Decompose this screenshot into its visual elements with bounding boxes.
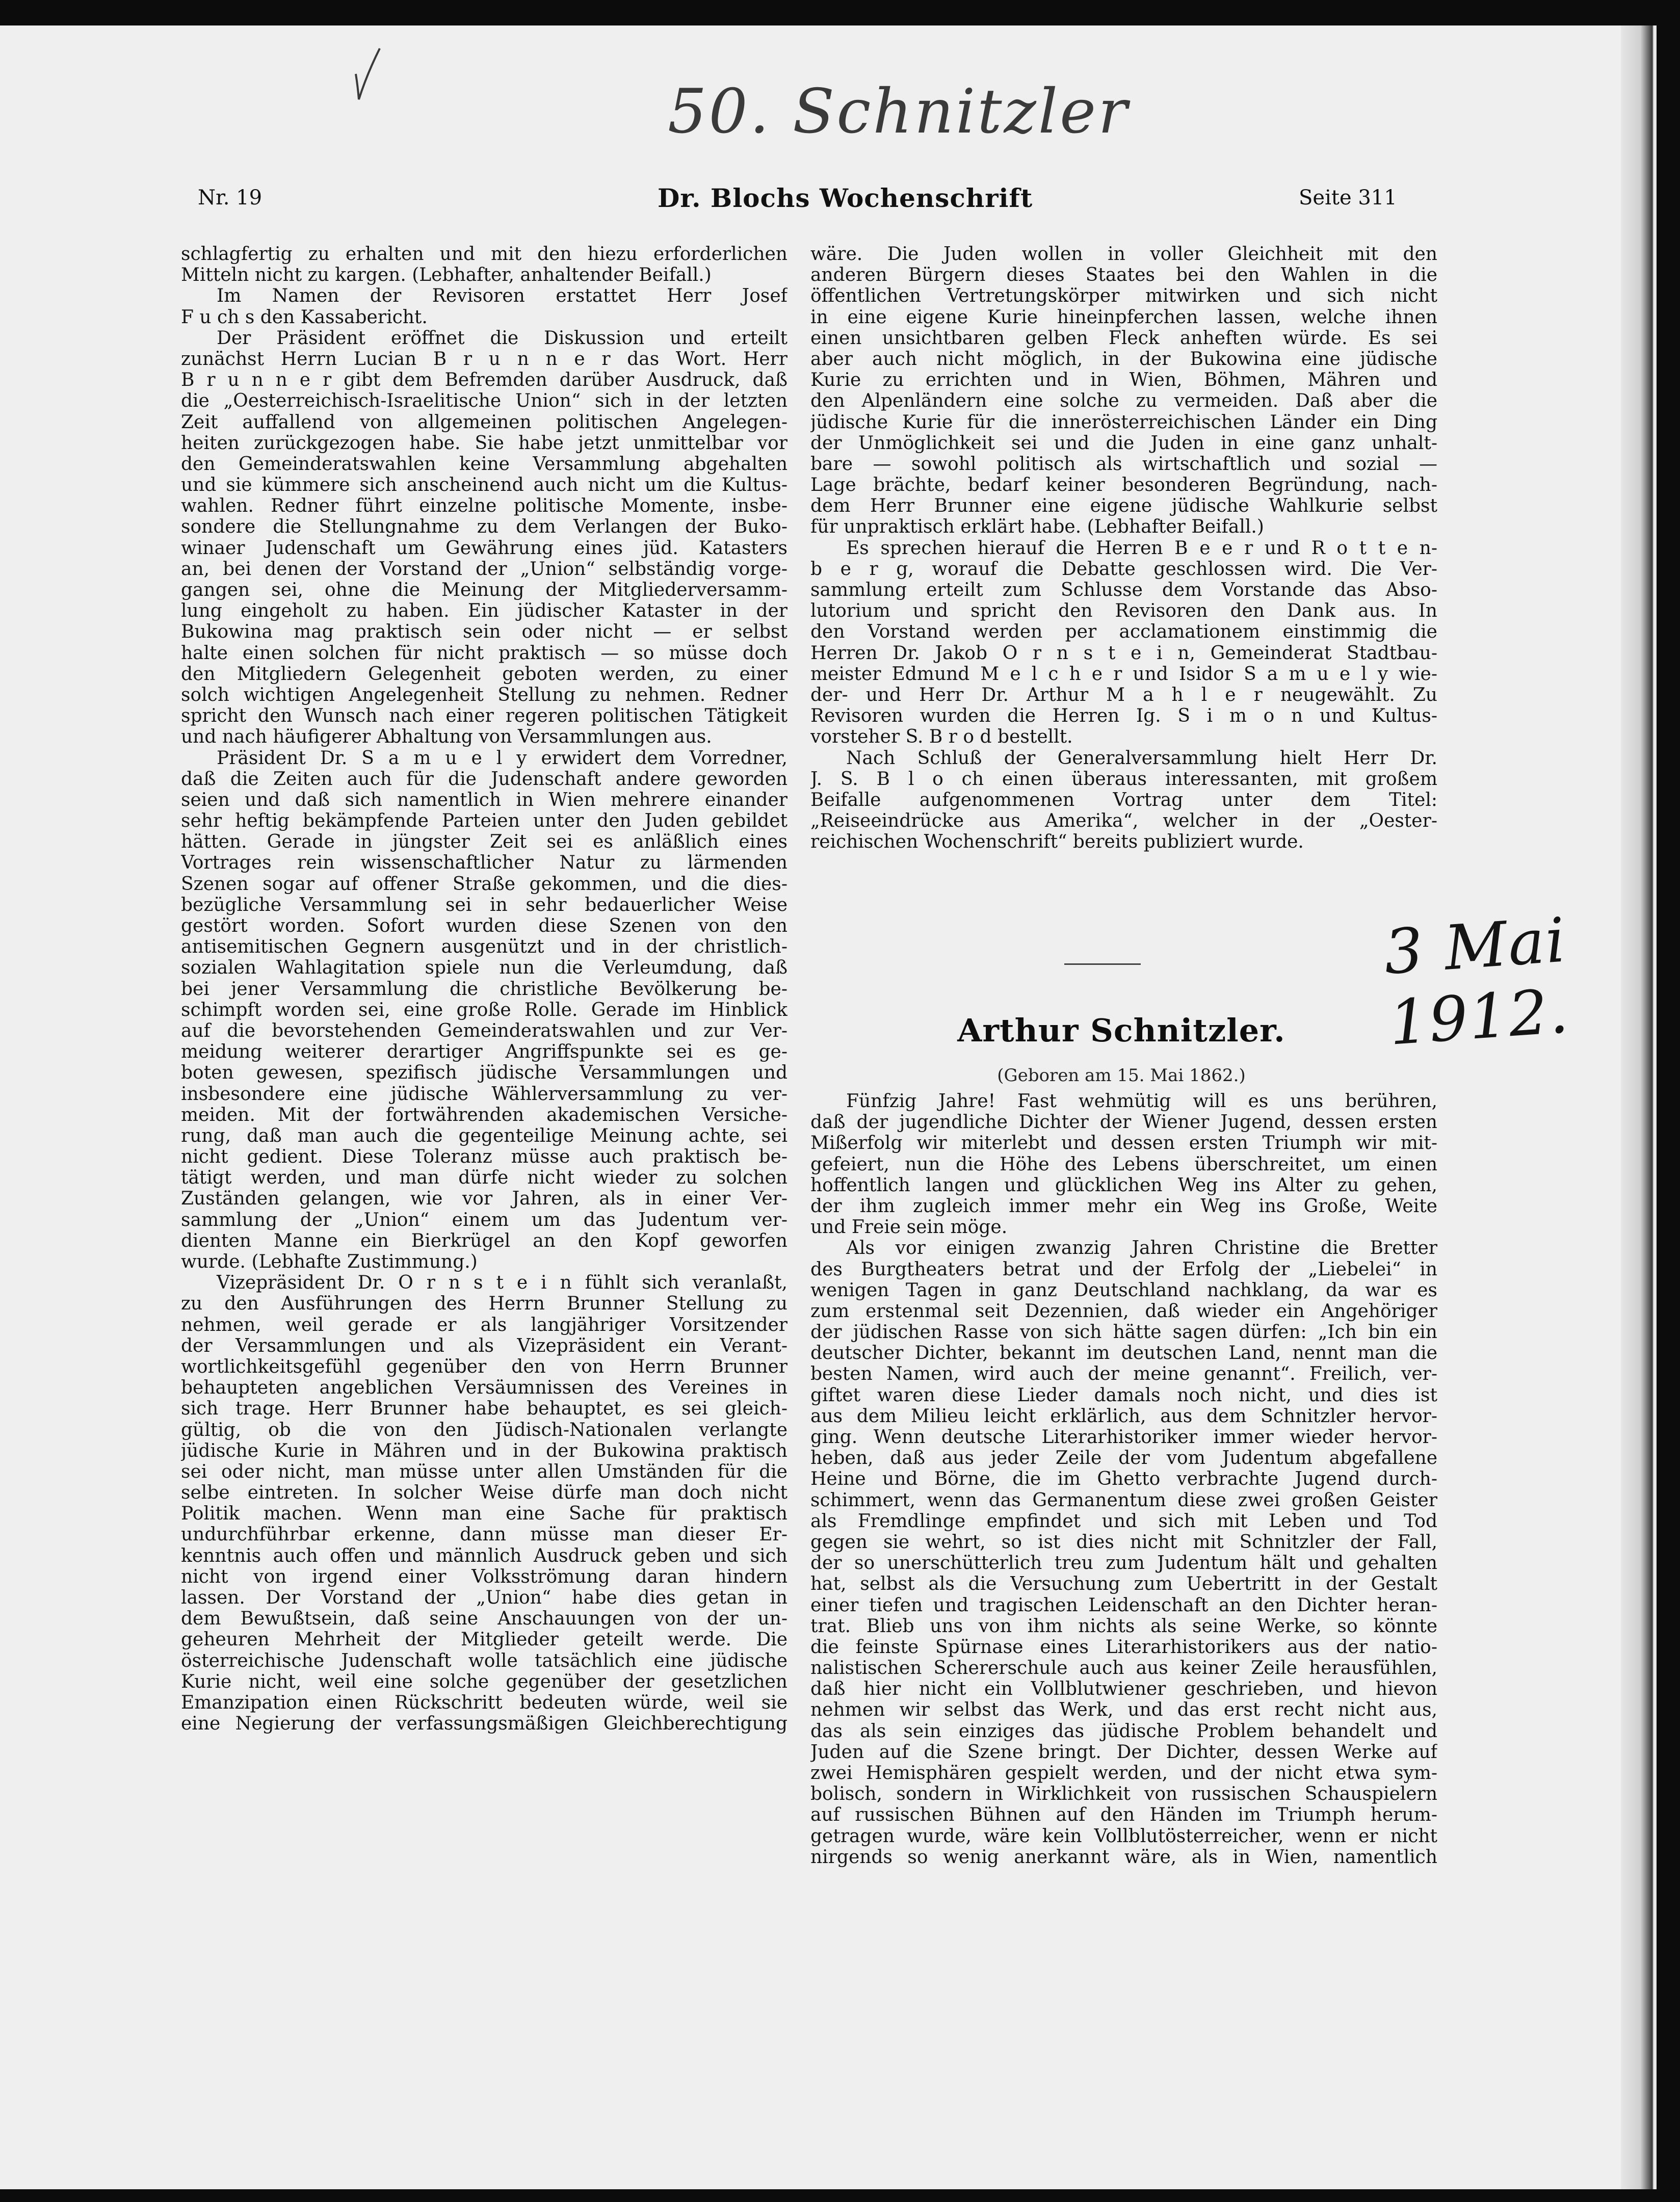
text-line: antisemitischen Gegnern ausgenützt und in der christlich- (181, 936, 788, 958)
text-line: getragen wurde, wäre kein Vollblutösterreicher, wenn er nicht (810, 1825, 1437, 1847)
text-line: meiden. Mit der fortwährenden akademischen Versiche- (181, 1104, 788, 1125)
text-line: halte einen solchen für nicht praktisch — so müsse doch (181, 642, 788, 664)
text-line: F u ch s den Kassabericht. (181, 306, 428, 328)
handwritten-note-top: 50. Schnitzler (668, 76, 1130, 147)
text-line: für unpraktisch erklärt habe. (Lebhafter Beifall.) (810, 516, 1264, 538)
text-line: bezügliche Versammlung sei in sehr bedauerlicher Weise (181, 894, 788, 915)
text-line: Szenen sogar auf offener Straße gekommen, und die dies- (181, 873, 788, 895)
issue-number: Nr. 19 (198, 186, 262, 209)
text-line: Politik machen. Wenn man eine Sache für praktisch (181, 1503, 788, 1525)
paper-fold-edge (1621, 25, 1657, 2199)
text-line: und Freie sein möge. (810, 1217, 1008, 1238)
text-line: schimmert, wenn das Germanentum diese zwei großen Geister (810, 1489, 1437, 1511)
text-line: Der Präsident eröffnet die Diskussion und erteilt (217, 327, 788, 349)
text-line: anderen Bürgern dieses Staates bei den Wahlen in die (810, 265, 1437, 286)
text-line: Beifalle aufgenommenen Vortrag unter dem Titel: (810, 789, 1437, 810)
text-line: den Vorstand werden per acclamationem einstimmig die (810, 621, 1437, 643)
text-line: daß der jugendliche Dichter der Wiener Jugend, dessen ersten (810, 1112, 1437, 1133)
text-line: Revisoren wurden die Herren Ig. S i m o n und Kultus- (810, 705, 1437, 727)
text-line: kenntnis auch offen und männlich Ausdruck geben und sich (181, 1545, 788, 1566)
text-line: nehmen wir selbst das Werk, und das erst recht nicht aus, (810, 1699, 1437, 1721)
text-line: schimpft worden sei, eine große Rolle. Gerade im Hinblick (181, 999, 788, 1020)
text-line: winaer Judenschaft um Gewährung eines jüd. Katasters (181, 537, 788, 559)
text-line: Emanzipation einen Rückschritt bedeuten würde, weil sie (181, 1692, 788, 1713)
text-line: den Gemeinderatswahlen keine Versammlung abgehalten (181, 453, 788, 475)
text-line: jüdische Kurie für die innerösterreichischen Länder ein Ding (810, 411, 1437, 433)
text-line: sei oder nicht, man müsse unter allen Umständen für die (181, 1461, 788, 1482)
text-line: wortlichkeitsgefühl gegenüber den von Herrn Brunner (181, 1356, 788, 1377)
article-body (810, 1091, 1437, 1868)
page-header (0, 183, 1657, 217)
text-line: Nach Schluß der Generalversammlung hielt Herr Dr. (846, 747, 1437, 769)
page-number: Seite 311 (1299, 186, 1397, 209)
text-line: meister Edmund M e l c h e r und Isidor S a m u e l y wie- (810, 663, 1437, 685)
publication-title: Dr. Blochs Wochenschrift (658, 183, 1033, 213)
text-line: boten gewesen, spezifisch jüdische Versammlungen und (181, 1062, 788, 1084)
text-line: Lage brächte, bedarf keiner besonderen Begründung, nach- (810, 475, 1437, 496)
text-line: B r u n n e r gibt dem Befremden darüber Ausdruck, daß (181, 370, 788, 391)
text-line: „Reiseeindrücke aus Amerika“, welcher in der „Oester- (810, 810, 1437, 832)
text-line: jüdische Kurie in Mähren und in der Bukowina praktisch (181, 1440, 788, 1461)
text-line: eine Negierung der verfassungsmäßigen Gleichberechtigung (181, 1713, 788, 1735)
text-line: besten Namen, wird auch der meine genannt“. Freilich, ver- (810, 1364, 1437, 1385)
text-line: den Alpenländern eine solche zu vermeiden. Daß aber die (810, 390, 1437, 412)
text-line: der Unmöglichkeit sei und die Juden in eine ganz unhalt- (810, 432, 1437, 454)
text-line: Juden auf die Szene bringt. Der Dichter, dessen Werke auf (810, 1741, 1437, 1763)
text-line: spricht den Wunsch nach einer regeren politischen Tätigkeit (181, 705, 788, 727)
text-line: öffentlichen Vertretungskörper mitwirken und sich nicht (810, 285, 1437, 307)
text-line: bolisch, sondern in Wirklichkeit von russischen Schauspielern (810, 1784, 1437, 1805)
text-line: dem Herr Brunner eine eigene jüdische Wahlkurie selbst (810, 495, 1437, 517)
text-line: zum erstenmal seit Dezennien, daß wieder ein Angehöriger (810, 1300, 1437, 1322)
text-line: nirgends so wenig anerkannt wäre, als in Wien, namentlich (810, 1846, 1437, 1868)
text-line: sehr heftig bekämpfende Parteien unter den Juden gebildet (181, 810, 788, 832)
left-column (181, 244, 788, 1734)
text-line: daß die Zeiten auch für die Judenschaft andere geworden (181, 768, 788, 790)
text-line: sozialen Wahlagitation spiele nun die Verleumdung, daß (181, 957, 788, 979)
text-line: giftet waren diese Lieder damals noch nicht, und dies ist (810, 1384, 1437, 1406)
text-line: lassen. Der Vorstand der „Union“ habe dies getan in (181, 1587, 788, 1608)
text-line: Vortrages rein wissenschaftlicher Natur zu lärmenden (181, 852, 788, 874)
text-line: Vizepräsident Dr. O r n s t e i n fühlt sich veranlaßt, (217, 1272, 788, 1294)
text-line: Es sprechen hierauf die Herren B e e r und R o t t e n- (846, 537, 1437, 559)
text-line: wurde. (Lebhafte Zustimmung.) (181, 1251, 478, 1272)
text-line: Zuständen gelangen, wie vor Jahren, als in einer Ver- (181, 1188, 788, 1210)
text-line: Mitteln nicht zu kargen. (Lebhafter, anhaltender Beifall.) (181, 265, 712, 286)
text-line: daß hier nicht ein Vollblutwiener geschrieben, und hievon (810, 1679, 1437, 1700)
text-line: des Burgtheaters betrat und der Erfolg der „Liebelei“ in (810, 1259, 1437, 1280)
text-line: deutscher Dichter, bekannt im deutschen Land, nennt man die (810, 1343, 1437, 1364)
text-line: insbesondere eine jüdische Wählerversammlung zu ver- (181, 1083, 788, 1105)
text-line: Heine und Börne, die im Ghetto verbrachte Jugend durch- (810, 1469, 1437, 1490)
text-line: sondere die Stellungnahme zu dem Verlangen der Buko- (181, 516, 788, 538)
text-line: nicht von irgend einer Volksströmung daran hindern (181, 1566, 788, 1587)
text-line: Zeit auffallend von allgemeinen politischen Angelegen- (181, 411, 788, 433)
text-line: bare — sowohl politisch als wirtschaftlich und sozial — (810, 453, 1437, 475)
text-line: heben, daß aus jeder Zeile der vom Judentum abgefallene (810, 1448, 1437, 1469)
text-line: hätten. Gerade in jüngster Zeit sei es anläßlich eines (181, 831, 788, 853)
text-line: wahlen. Redner führt einzelne politische Momente, insbe- (181, 495, 788, 517)
text-line: behaupteten angeblichen Versäumnissen des Vereines in (181, 1377, 788, 1399)
text-line: einer tiefen und tragischen Leidenschaft an den Dichter heran- (810, 1594, 1437, 1616)
text-line: Herren Dr. Jakob O r n s t e i n, Gemeinderat Stadtbau- (810, 642, 1437, 664)
text-line: heiten zurückgezogen habe. Sie habe jetzt unmittelbar vor (181, 432, 788, 454)
text-line: der so unerschütterlich treu zum Judentum hält und gehalten (810, 1553, 1437, 1574)
text-line: gangen sei, ohne die Meinung der Mitgliederversamm- (181, 580, 788, 600)
text-line: Mißerfolg wir miterlebt und dessen ersten Triumph wir mit- (810, 1133, 1437, 1154)
text-line: trat. Blieb uns von ihm nichts als seine Werke, so könnte (810, 1615, 1437, 1637)
text-line: Kurie nicht, weil eine solche gegenüber der gesetzlichen (181, 1671, 788, 1692)
text-line: Präsident Dr. S a m u e l y erwidert dem Vorredner, (217, 747, 788, 769)
text-line: und nach häufigerer Abhaltung von Versammlungen aus. (181, 726, 712, 748)
text-line: Fünfzig Jahre! Fast wehmütig will es uns berühren, (846, 1091, 1437, 1112)
text-line: gegen sie wehrt, so ist dies nicht mit Schnitzler der Fall, (810, 1531, 1437, 1553)
handwritten-check-mark (352, 46, 382, 102)
right-column (810, 244, 1437, 852)
text-line: an, bei denen der Vorstand der „Union“ selbständig vorge- (181, 558, 788, 580)
text-line: dem Bewußtsein, daß seine Anschauungen von der un- (181, 1608, 788, 1630)
text-line: der Versammlungen und als Vizepräsident ein Verant- (181, 1335, 788, 1356)
text-line: rung, daß man auch die gegenteilige Meinung achte, sei (181, 1125, 788, 1146)
text-line: aber auch nicht möglich, in der Bukowina eine jüdische (810, 348, 1437, 370)
text-line: tätigt werden, und man dürfe nicht wieder zu solchen (181, 1167, 788, 1189)
text-line: sammlung der „Union“ einem um das Judentum ver- (181, 1209, 788, 1230)
text-line: gefeiert, nun die Höhe des Lebens überschreitet, um einen (810, 1154, 1437, 1175)
text-line: ging. Wenn deutsche Literarhistoriker immer wieder hervor- (810, 1427, 1437, 1448)
article-subtitle: (Geboren am 15. Mai 1862.) (997, 1065, 1246, 1086)
text-line: sammlung erteilt zum Schlusse dem Vorstande das Abso- (810, 580, 1437, 600)
text-line: auf russischen Bühnen auf den Händen im Triumph herum- (810, 1804, 1437, 1826)
article-title: Arthur Schnitzler. (957, 1012, 1285, 1049)
text-line: Als vor einigen zwanzig Jahren Christine die Bretter (846, 1238, 1437, 1259)
text-line: geheuren Mehrheit der Mitglieder geteilt werde. Die (181, 1629, 788, 1650)
text-line: die „Oesterreichisch-Israelitische Union“ sich in der letzten (181, 390, 788, 412)
text-line: J. S. B l o ch einen überaus interessanten, mit großem (810, 768, 1437, 790)
section-divider (1064, 963, 1141, 965)
text-line: und sie kümmere sich anscheinend auch nicht um die Kultus- (181, 475, 788, 496)
text-line: wenigen Tagen in ganz Deutschland nachklang, da war es (810, 1279, 1437, 1301)
text-line: nehmen, weil gerade er als langjähriger Vorsitzender (181, 1314, 788, 1335)
text-line: aus dem Milieu leicht erklärlich, aus dem Schnitzler hervor- (810, 1405, 1437, 1427)
text-line: auf die bevorstehenden Gemeinderatswahlen und zur Ver- (181, 1020, 788, 1041)
text-line: Im Namen der Revisoren erstattet Herr Josef (217, 285, 788, 307)
text-line: gültig, ob die von den Jüdisch-Nationalen verlangte (181, 1419, 788, 1440)
text-line: seien und daß sich namentlich in Wien mehrere einander (181, 789, 788, 810)
text-line: zwei Hemisphären gespielt werden, und der nicht etwa sym- (810, 1763, 1437, 1784)
text-line: selbe eintreten. In solcher Weise dürfe man doch nicht (181, 1482, 788, 1504)
text-line: die feinste Spürnase eines Literarhistorikers aus der natio- (810, 1636, 1437, 1658)
text-line: meidung weiterer derartiger Angriffspunkte sei es ge- (181, 1041, 788, 1063)
text-line: hat, selbst als die Versuchung zum Uebertritt in der Gestalt (810, 1574, 1437, 1595)
text-line: sich trage. Herr Brunner habe behauptet, es sei gleich- (181, 1398, 788, 1420)
text-line: der- und Herr Dr. Arthur M a h l e r neugewählt. Zu (810, 684, 1437, 705)
text-line: undurchführbar erkenne, dann müsse man dieser Er- (181, 1524, 788, 1545)
text-line: als Fremdlinge empfindet und sich mit Leben und Tod (810, 1510, 1437, 1532)
handwritten-date-note: 3 Mai 1912. (1382, 905, 1572, 1059)
text-line: nalistischen Schererschule auch aus keiner Zeile herausfühlen, (810, 1658, 1437, 1679)
text-line: solch wichtigen Angelegenheit Stellung zu nehmen. Redner (181, 684, 788, 705)
text-line: lung eingeholt zu haben. Ein jüdischer Kataster in der (181, 600, 788, 622)
text-line: nicht gedient. Diese Toleranz müsse auch praktisch be- (181, 1146, 788, 1168)
text-line: der ihm zugleich immer mehr ein Weg ins Große, Weite (810, 1195, 1437, 1217)
check-mark-icon (352, 46, 382, 102)
text-line: wäre. Die Juden wollen in voller Gleichheit mit den (810, 244, 1437, 265)
text-line: in eine eigene Kurie hineinpferchen lassen, welche ihnen (810, 306, 1437, 328)
text-line: bei jener Versammlung die christliche Bevölkerung be- (181, 978, 788, 1000)
scan-border-bottom (0, 2189, 1680, 2202)
text-line: schlagfertig zu erhalten und mit den hiezu erforderlichen (181, 244, 788, 265)
text-line: Kurie zu errichten und in Wien, Böhmen, Mähren und (810, 370, 1437, 391)
text-line: lutorium und spricht den Revisoren den Dank aus. In (810, 600, 1437, 622)
text-line: den Mitgliedern Gelegenheit geboten werden, zu einer (181, 663, 788, 685)
text-line: gestört worden. Sofort wurden diese Szenen von den (181, 915, 788, 936)
text-line: zu den Ausführungen des Herrn Brunner Stellung zu (181, 1293, 788, 1315)
text-line: Bukowina mag praktisch sein oder nicht — er selbst (181, 621, 788, 643)
text-line: dienten Manne ein Bierkrügel an den Kopf geworfen (181, 1230, 788, 1251)
text-line: der jüdischen Rasse von sich hätte sagen dürfen: „Ich bin ein (810, 1322, 1437, 1343)
text-line: das als sein einziges das jüdische Problem behandelt und (810, 1720, 1437, 1742)
text-line: b e r g, worauf die Debatte geschlossen wird. Die Ver- (810, 558, 1437, 580)
text-line: zunächst Herrn Lucian B r u n n e r das Wort. Herr (181, 348, 788, 370)
text-line: reichischen Wochenschrift“ bereits publiziert wurde. (810, 831, 1304, 853)
text-line: vorsteher S. B r o d bestellt. (810, 726, 1073, 748)
text-line: österreichische Judenschaft wolle tatsächlich eine jüdische (181, 1650, 788, 1671)
text-line: einen unsichtbaren gelben Fleck anheften würde. Es sei (810, 327, 1437, 349)
text-line: hoffentlich langen und glücklichen Weg ins Alter zu gehen, (810, 1174, 1437, 1196)
